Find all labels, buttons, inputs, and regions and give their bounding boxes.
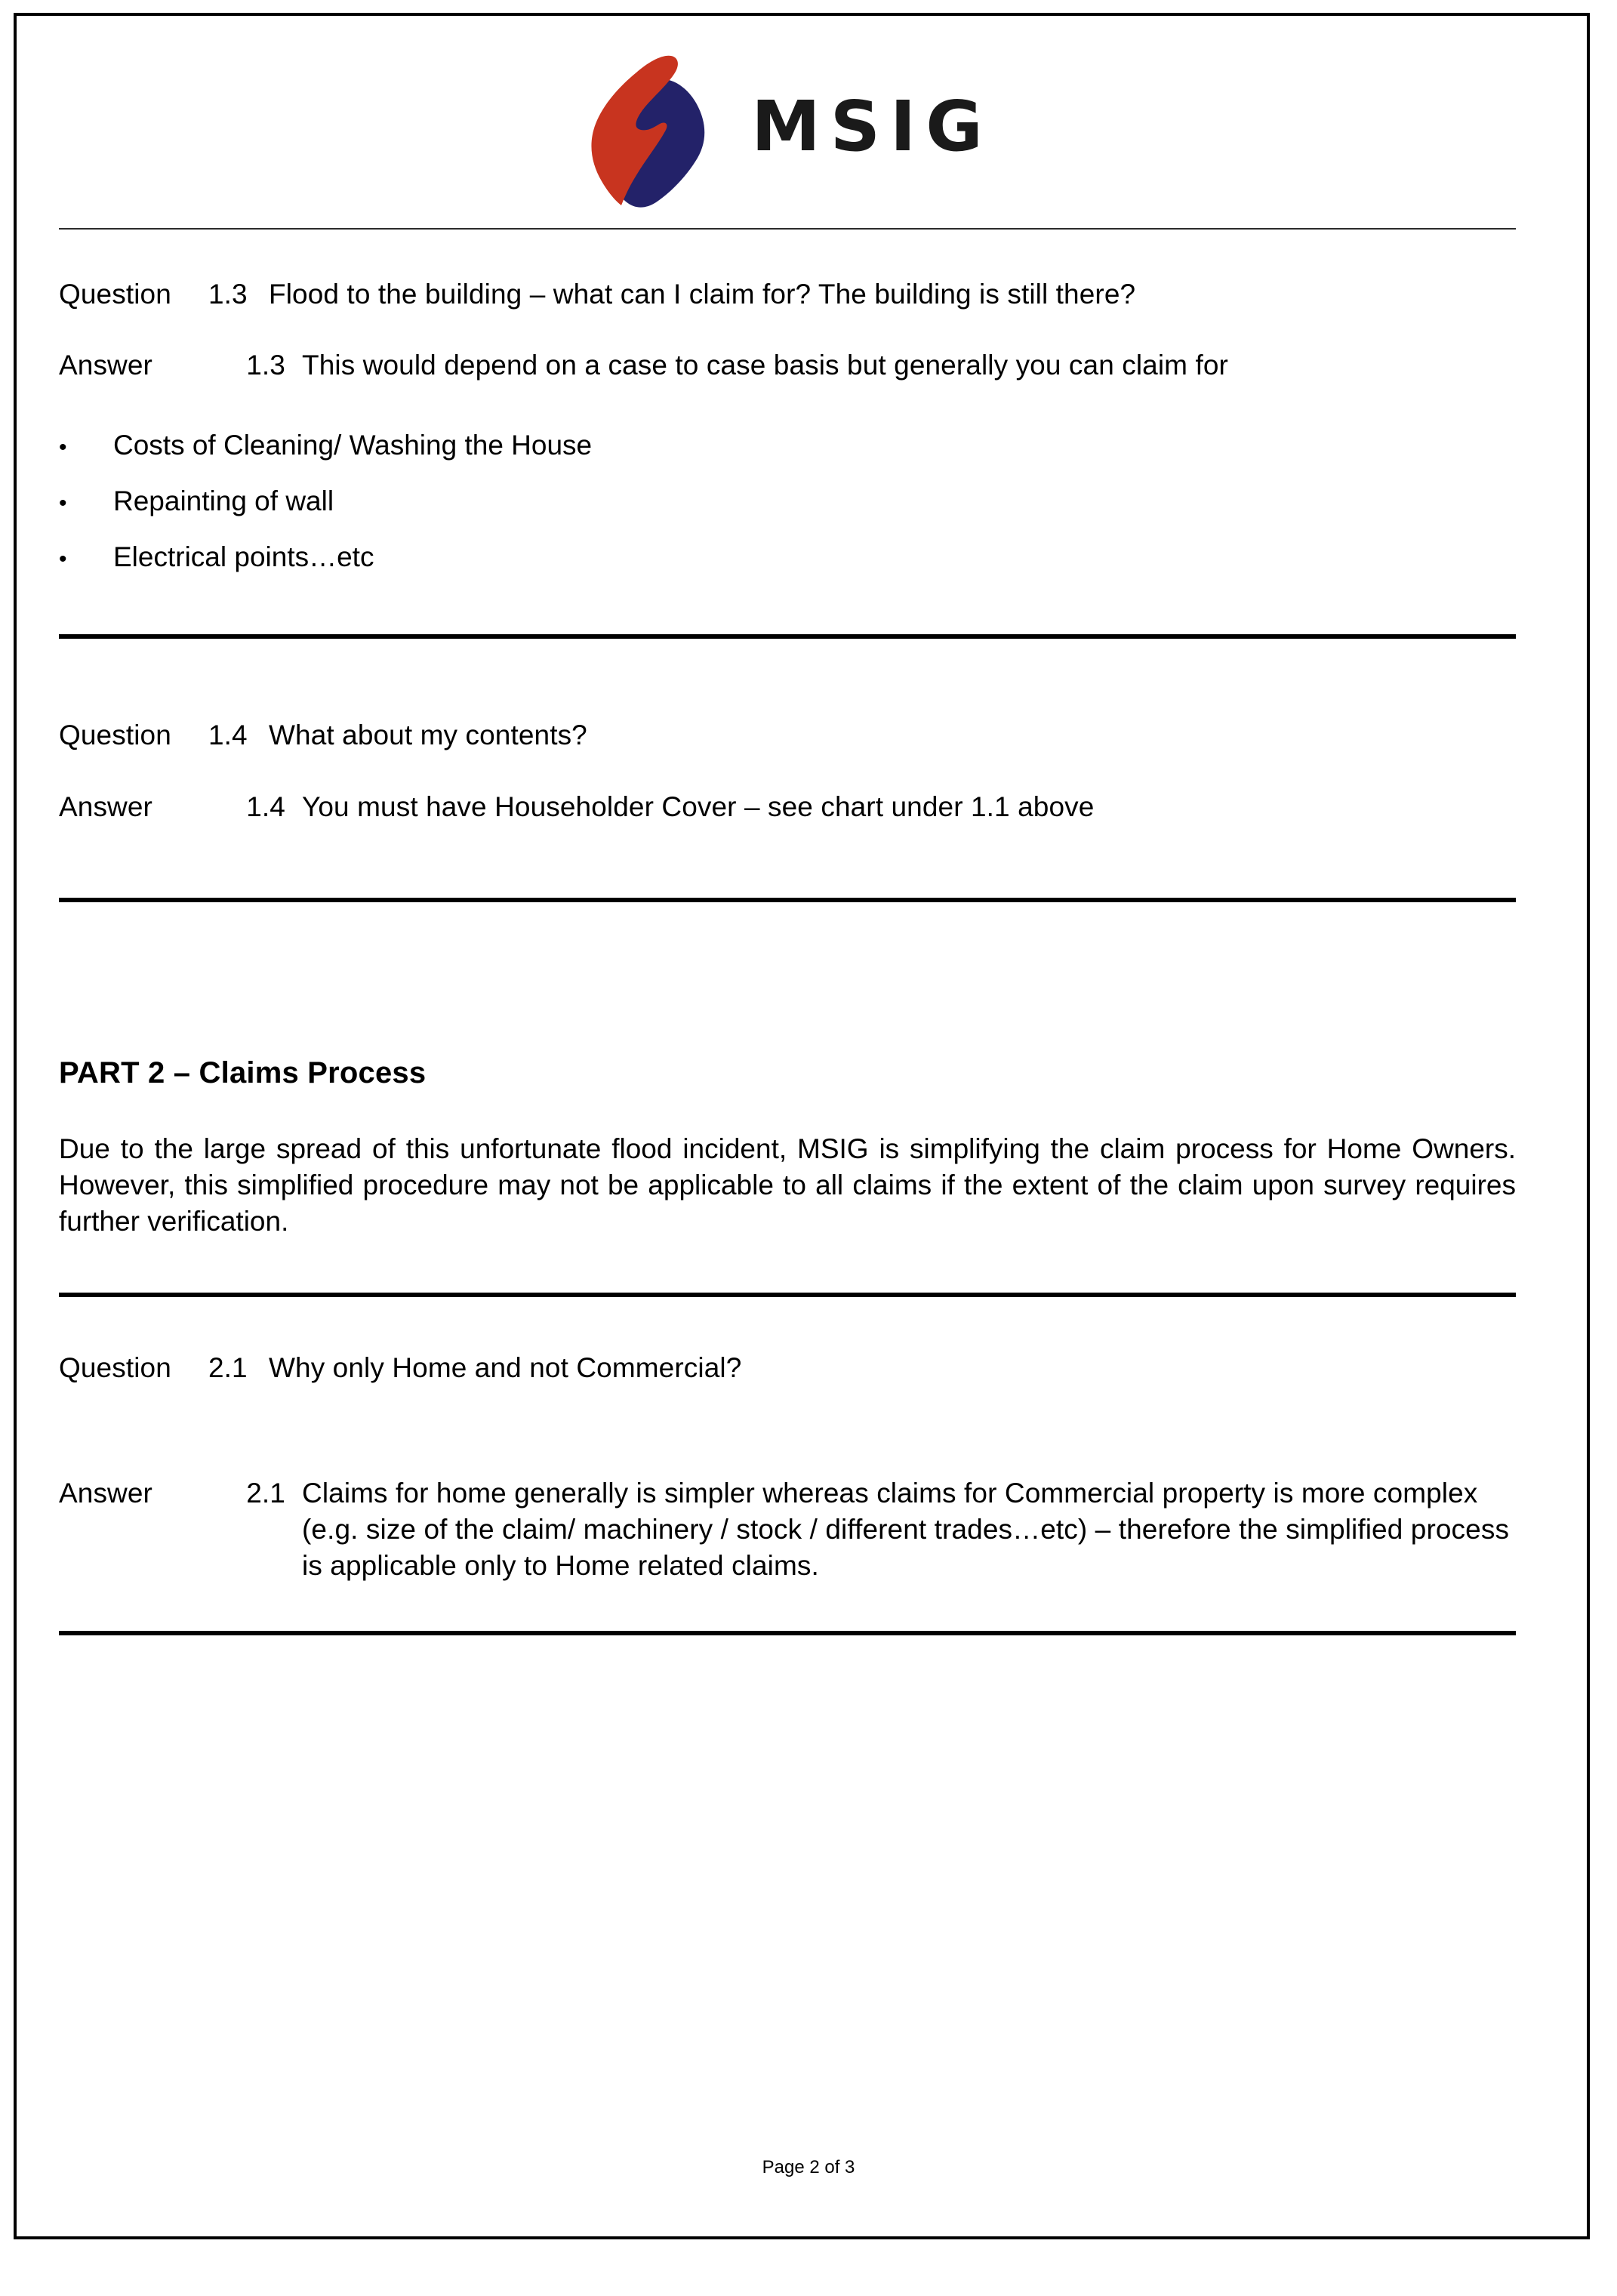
msig-wordmark: MSIG [751,86,993,167]
question-1-4-number: 1.4 [208,720,248,751]
page-footer [0,2157,1617,2178]
answer-1-4-text: You must have Householder Cover – see chart under 1.1 above [302,791,1095,822]
answer-2-1-text: Claims for home generally is simpler whereas claims for Commercial property is more complex (e.g. size of the claim/ machinery / stock / different trades…etc) – therefore the simplified process is applicable only to Home related claims. [302,1478,1510,1582]
question-2-1-number: 2.1 [208,1351,248,1383]
question-1-3-text: Flood to the building – what can I claim for? The building is still there? [269,279,1136,310]
question-1-3-row [59,276,1516,313]
answer-1-3-row [59,347,1516,384]
msig-diamond-logo-icon [582,48,712,210]
list-item-label: Repainting of wall [113,485,334,517]
list-item-label: Electrical points…etc [113,541,374,573]
bullet-point-icon: • [59,491,67,516]
bullet-point-icon: • [59,435,67,461]
question-1-3-number: 1.3 [208,279,248,310]
answer-label: Answer [59,350,152,381]
page-number-label: Page 2 of 3 [762,2157,855,2177]
answer-1-3-number: 1.3 [246,350,285,381]
answer-1-4-number: 1.4 [246,791,285,822]
answer-1-3-text: This would depend on a case to case basis but generally you can claim for [302,350,1228,381]
answer-2-1-row [59,1475,1516,1584]
answer-1-4-row [59,789,1516,825]
answer-2-1-number: 2.1 [246,1478,285,1509]
list-item-label: Costs of Cleaning/ Washing the House [113,430,593,461]
document-content [59,30,1516,1635]
section-divider-rule-4 [59,1631,1516,1635]
question-label: Question [59,720,171,751]
question-1-4-text: What about my contents? [269,720,587,751]
bullet-point-icon: • [59,547,67,572]
answer-label: Answer [59,791,152,822]
question-label: Question [59,1351,171,1383]
question-2-1-row [59,1350,1516,1386]
list-item [59,427,1516,464]
answer-label: Answer [59,1478,152,1509]
question-2-1-text: Why only Home and not Commercial? [269,1351,742,1383]
answer-1-3-bullet-list [59,427,1516,575]
list-item [59,483,1516,519]
part-2-paragraph: Due to the large spread of this unfortunate flood incident, MSIG is simplifying the claim process for Home Owners. However, this simplified procedure may not be applicable to all claims if the extent of the claim upon survey requires further verification. [59,1133,1516,1237]
question-1-4-row [59,717,1516,754]
question-label: Question [59,279,171,310]
part-2-heading: PART 2 – Claims Process [59,1056,427,1089]
list-item [59,539,1516,575]
msig-logo-lockup [582,48,993,210]
document-header [59,30,1516,228]
